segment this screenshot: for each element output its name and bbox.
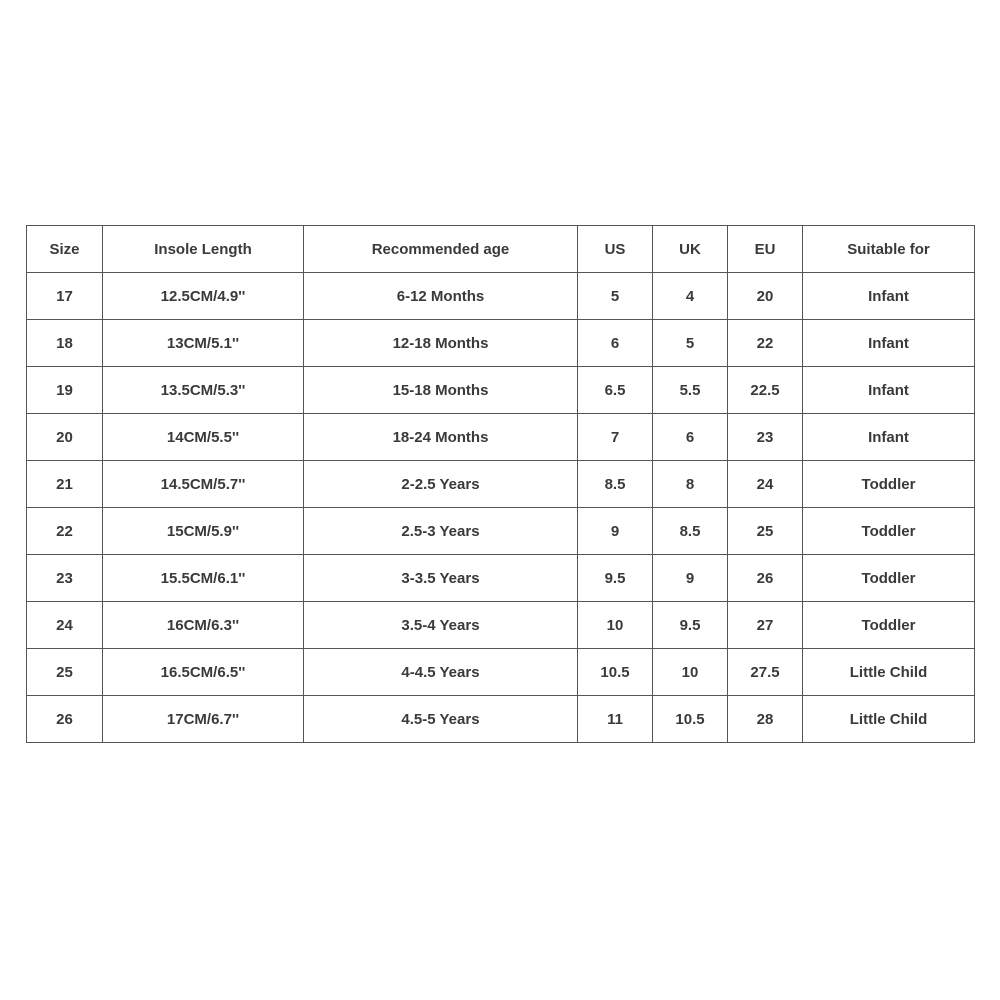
cell-insole-length: 13CM/5.1'': [103, 320, 304, 367]
header-uk: UK: [653, 226, 728, 273]
cell-us: 6: [578, 320, 653, 367]
header-suitable-for: Suitable for: [803, 226, 975, 273]
table-row: [27, 461, 975, 508]
cell-uk: 5: [653, 320, 728, 367]
cell-suitable-for: Toddler: [803, 508, 975, 555]
header-size: Size: [27, 226, 103, 273]
cell-us: 10.5: [578, 649, 653, 696]
cell-us: 9: [578, 508, 653, 555]
header-eu: EU: [728, 226, 803, 273]
cell-size: 24: [27, 602, 103, 649]
cell-recommended-age: 15-18 Months: [304, 367, 578, 414]
cell-suitable-for: Infant: [803, 273, 975, 320]
cell-size: 23: [27, 555, 103, 602]
cell-recommended-age: 2.5-3 Years: [304, 508, 578, 555]
cell-eu: 20: [728, 273, 803, 320]
cell-size: 22: [27, 508, 103, 555]
table-row: [27, 696, 975, 743]
table-row: [27, 649, 975, 696]
cell-eu: 26: [728, 555, 803, 602]
cell-us: 8.5: [578, 461, 653, 508]
cell-size: 18: [27, 320, 103, 367]
cell-us: 5: [578, 273, 653, 320]
cell-size: 26: [27, 696, 103, 743]
cell-us: 9.5: [578, 555, 653, 602]
size-chart-table: [26, 225, 975, 743]
cell-eu: 28: [728, 696, 803, 743]
cell-uk: 9.5: [653, 602, 728, 649]
cell-insole-length: 14.5CM/5.7'': [103, 461, 304, 508]
cell-suitable-for: Little Child: [803, 696, 975, 743]
cell-suitable-for: Infant: [803, 414, 975, 461]
cell-recommended-age: 4.5-5 Years: [304, 696, 578, 743]
cell-recommended-age: 18-24 Months: [304, 414, 578, 461]
cell-suitable-for: Toddler: [803, 602, 975, 649]
cell-eu: 27: [728, 602, 803, 649]
cell-eu: 24: [728, 461, 803, 508]
cell-size: 21: [27, 461, 103, 508]
cell-eu: 27.5: [728, 649, 803, 696]
cell-insole-length: 16CM/6.3'': [103, 602, 304, 649]
cell-insole-length: 15.5CM/6.1'': [103, 555, 304, 602]
cell-recommended-age: 3-3.5 Years: [304, 555, 578, 602]
cell-uk: 5.5: [653, 367, 728, 414]
cell-uk: 4: [653, 273, 728, 320]
cell-us: 7: [578, 414, 653, 461]
cell-size: 25: [27, 649, 103, 696]
cell-insole-length: 15CM/5.9'': [103, 508, 304, 555]
cell-uk: 8: [653, 461, 728, 508]
cell-us: 11: [578, 696, 653, 743]
cell-suitable-for: Toddler: [803, 555, 975, 602]
cell-size: 19: [27, 367, 103, 414]
cell-size: 20: [27, 414, 103, 461]
cell-uk: 8.5: [653, 508, 728, 555]
cell-suitable-for: Little Child: [803, 649, 975, 696]
table-row: [27, 508, 975, 555]
cell-insole-length: 13.5CM/5.3'': [103, 367, 304, 414]
cell-uk: 10: [653, 649, 728, 696]
cell-us: 10: [578, 602, 653, 649]
cell-recommended-age: 6-12 Months: [304, 273, 578, 320]
cell-eu: 22.5: [728, 367, 803, 414]
cell-insole-length: 16.5CM/6.5'': [103, 649, 304, 696]
header-insole-length: Insole Length: [103, 226, 304, 273]
cell-suitable-for: Infant: [803, 320, 975, 367]
header-row: [27, 226, 975, 273]
table-row: [27, 414, 975, 461]
cell-insole-length: 17CM/6.7'': [103, 696, 304, 743]
cell-us: 6.5: [578, 367, 653, 414]
cell-recommended-age: 12-18 Months: [304, 320, 578, 367]
header-recommended-age: Recommended age: [304, 226, 578, 273]
cell-uk: 9: [653, 555, 728, 602]
cell-uk: 6: [653, 414, 728, 461]
cell-suitable-for: Infant: [803, 367, 975, 414]
table-row: [27, 602, 975, 649]
table-row: [27, 555, 975, 602]
table-row: [27, 367, 975, 414]
cell-uk: 10.5: [653, 696, 728, 743]
cell-eu: 25: [728, 508, 803, 555]
cell-recommended-age: 3.5-4 Years: [304, 602, 578, 649]
cell-recommended-age: 4-4.5 Years: [304, 649, 578, 696]
cell-eu: 23: [728, 414, 803, 461]
cell-recommended-age: 2-2.5 Years: [304, 461, 578, 508]
cell-suitable-for: Toddler: [803, 461, 975, 508]
header-us: US: [578, 226, 653, 273]
table-row: [27, 273, 975, 320]
cell-size: 17: [27, 273, 103, 320]
cell-eu: 22: [728, 320, 803, 367]
cell-insole-length: 12.5CM/4.9'': [103, 273, 304, 320]
cell-insole-length: 14CM/5.5'': [103, 414, 304, 461]
table-row: [27, 320, 975, 367]
